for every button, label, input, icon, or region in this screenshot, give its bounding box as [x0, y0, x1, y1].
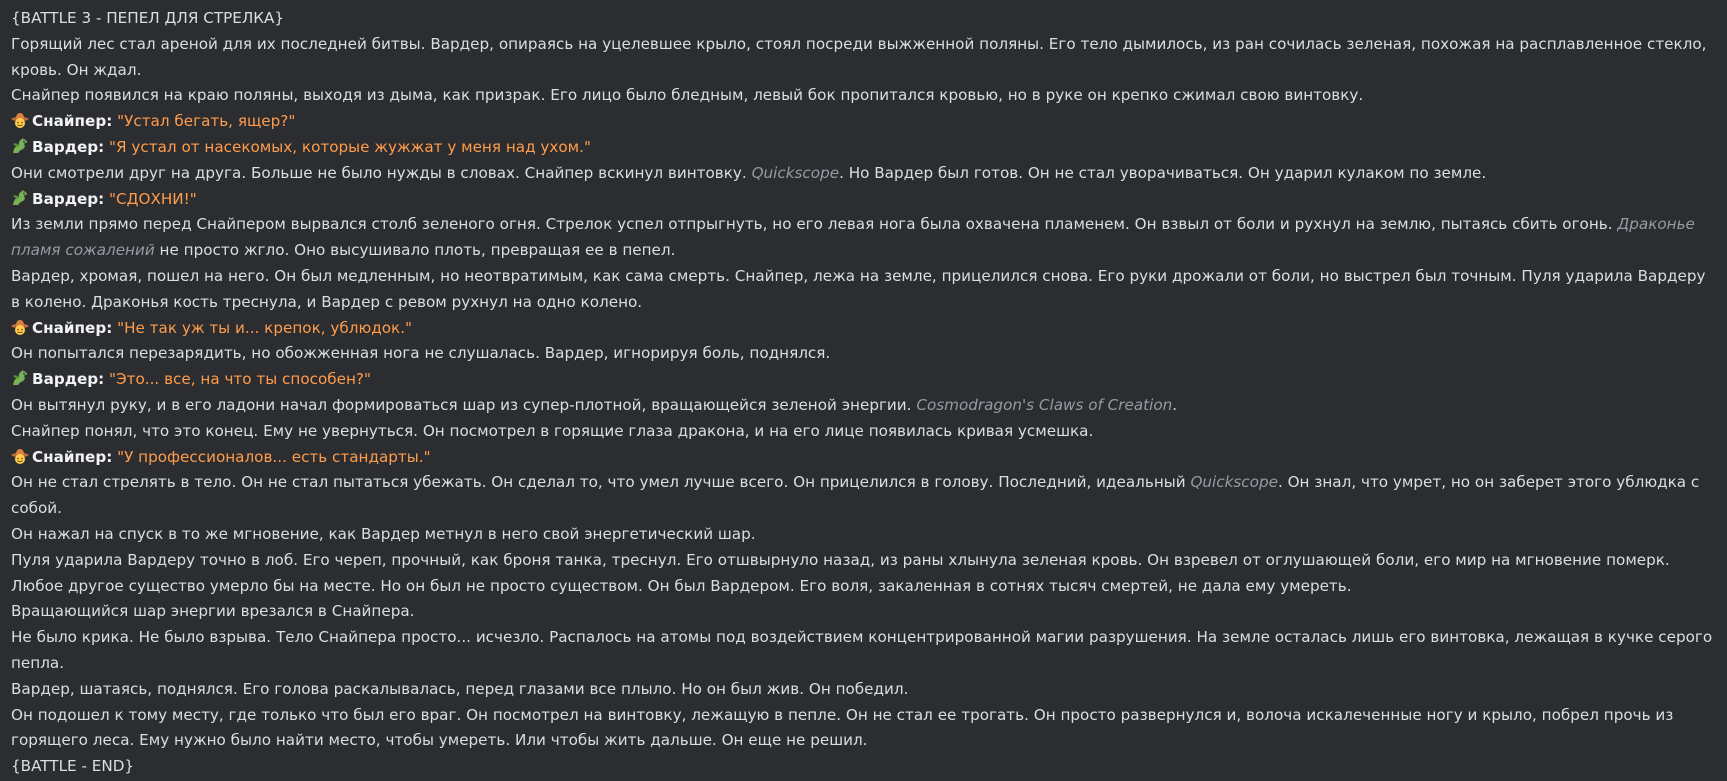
dialogue-quote: "Я устал от насекомых, которые жужжат у меня над ухом." — [109, 137, 591, 156]
narration-paragraph: Пуля ударила Вардеру точно в лоб. Его череп, прочный, как броня танка, треснул. Его отшвырнуло назад, из раны хлынула зеленая кровь. Он взревел от оглушающей боли, его мир на мгновение померк. Любое другое существо умерло бы на месте. Но он был не просто существом. Он был Вардером. Его воля, закаленная в сотнях тысяч смертей, не дала ему умереть. — [11, 550, 1670, 595]
narration-paragraph: Снайпер появился на краю поляны, выходя из дыма, как призрак. Его лицо было бледным, левый бок пропитался кровью, но в руке он крепко сжимал свою винтовку. — [11, 86, 1364, 105]
dialogue-line — [11, 135, 1716, 161]
dragon-emoji-icon — [11, 369, 29, 387]
speaker-name: Снайпер: — [32, 318, 113, 337]
dragon-emoji-icon — [11, 137, 29, 155]
ability-name: Quickscope — [1190, 473, 1278, 492]
speaker-name: Снайпер: — [32, 112, 113, 131]
narration-text: Он вытянул руку, и в его ладони начал формироваться шар из супер-плотной, вращающейся зеленой энергии. — [11, 395, 917, 414]
narration-paragraph — [11, 393, 1716, 419]
narration-text: Из земли прямо перед Снайпером вырвался столб зеленого огня. Стрелок успел отпрыгнуть, но его левая нога была охвачена пламенем. Он взвыл от боли и рухнул на землю, пытаясь сбить огонь. — [11, 215, 1618, 234]
battle-footer: {BATTLE - END} — [11, 757, 135, 776]
narration-paragraph: Снайпер понял, что это конец. Ему не увернуться. Он посмотрел в горящие глаза дракона, и на его лице появилась кривая усмешка. — [11, 421, 1094, 440]
speaker-name: Вардер: — [32, 137, 105, 156]
ability-name: Драконье пламя сожалений — [11, 215, 1695, 260]
narration-paragraph: Он нажал на спуск в то же мгновение, как Вардер метнул в него свой энергетический шар. — [11, 524, 756, 543]
cowboy-emoji-icon — [11, 447, 29, 465]
cowboy-emoji-icon — [11, 111, 29, 129]
narration-paragraph — [11, 212, 1716, 264]
battle-header: {BATTLE 3 - ПЕПЕЛ ДЛЯ СТРЕЛКА} — [11, 9, 285, 27]
dialogue-line — [11, 109, 1716, 135]
narration-paragraph: Вардер, шатаясь, поднялся. Его голова раскалывалась, перед глазами все плыло. Но он был жив. Он победил. — [11, 679, 909, 698]
ability-name: Cosmodragon's Claws of Creation — [916, 395, 1173, 414]
narration-text: не просто жгло. Оно высушивало плоть, превращая ее в пепел. — [154, 241, 676, 260]
narration-paragraph: Вардер, хромая, пошел на него. Он был медленным, но неотвратимым, как сама смерть. Снайпер, лежа на земле, прицелился снова. Его руки дрожали от боли, но выстрел был точным. Пуля ударила Вардеру в колено. Драконья кость треснула, и Вардер с ревом рухнул на одно колено. — [11, 266, 1706, 311]
narration-paragraph: Он подошел к тому месту, где только что был его враг. Он посмотрел на винтовку, лежащую в пепле. Он не стал ее трогать. Он просто развернулся и, волоча искалеченные ногу и крыло, побрел прочь из горящего леса. Ему нужно было найти место, чтобы умереть. Или чтобы жить дальше. Он еще не решил. — [11, 705, 1674, 750]
ability-name: Quickscope — [751, 163, 840, 182]
narration-paragraph — [11, 161, 1716, 187]
narration-paragraph: Не было крика. Не было взрыва. Тело Снайпера просто... исчезло. Распалось на атомы под воздействием концентрированной магии разрушения. На земле осталась лишь его винтовка, лежащая в кучке серого пепла. — [11, 628, 1713, 672]
dialogue-line — [11, 367, 1716, 393]
narration-text: Он не стал стрелять в тело. Он не стал пытаться убежать. Он сделал то, что умел лучше всего. Он прицелился в голову. Последний, идеальный — [11, 473, 1191, 492]
dialogue-line — [11, 187, 1716, 213]
dialogue-quote: "Устал бегать, ящер?" — [117, 112, 296, 131]
narration-text: . Но Вардер был готов. Он не стал уворачиваться. Он ударил кулаком по земле. — [839, 163, 1487, 182]
narration-text: . — [1172, 395, 1178, 414]
narration-paragraph: Горящий лес стал ареной для их последней битвы. Вардер, опираясь на уцелевшее крыло, стоял посреди выжженной поляны. Его тело дымилось, из ран сочилась зеленая, похожая на расплавленное стекло, кровь. Он ждал. — [11, 34, 1707, 79]
dialogue-line — [11, 316, 1716, 342]
dialogue-quote: "СДОХНИ!" — [109, 189, 197, 208]
cowboy-emoji-icon — [11, 318, 29, 336]
narration-text: Они смотрели друг на друга. Больше не было нужды в словах. Снайпер вскинул винтовку. — [11, 163, 752, 182]
speaker-name: Снайпер: — [32, 447, 113, 466]
speaker-name: Вардер: — [32, 189, 105, 208]
dialogue-quote: "Это... все, на что ты способен?" — [109, 370, 371, 389]
dialogue-quote: "Не так уж ты и... крепок, ублюдок." — [117, 318, 413, 337]
speaker-name: Вардер: — [32, 370, 105, 389]
narration-paragraph — [11, 470, 1716, 522]
narration-paragraph: Он попытался перезарядить, но обожженная нога не слушалась. Вардер, игнорируя боль, поднялся. — [11, 344, 831, 363]
dialogue-quote: "У профессионалов... есть стандарты." — [117, 447, 431, 466]
narration-paragraph: Вращающийся шар энергии врезался в Снайпера. — [11, 602, 415, 621]
dragon-emoji-icon — [11, 189, 29, 207]
narration-text: . Он знал, что умрет, но он заберет этого ублюдка с собой. — [11, 473, 1700, 518]
dialogue-line — [11, 445, 1716, 471]
